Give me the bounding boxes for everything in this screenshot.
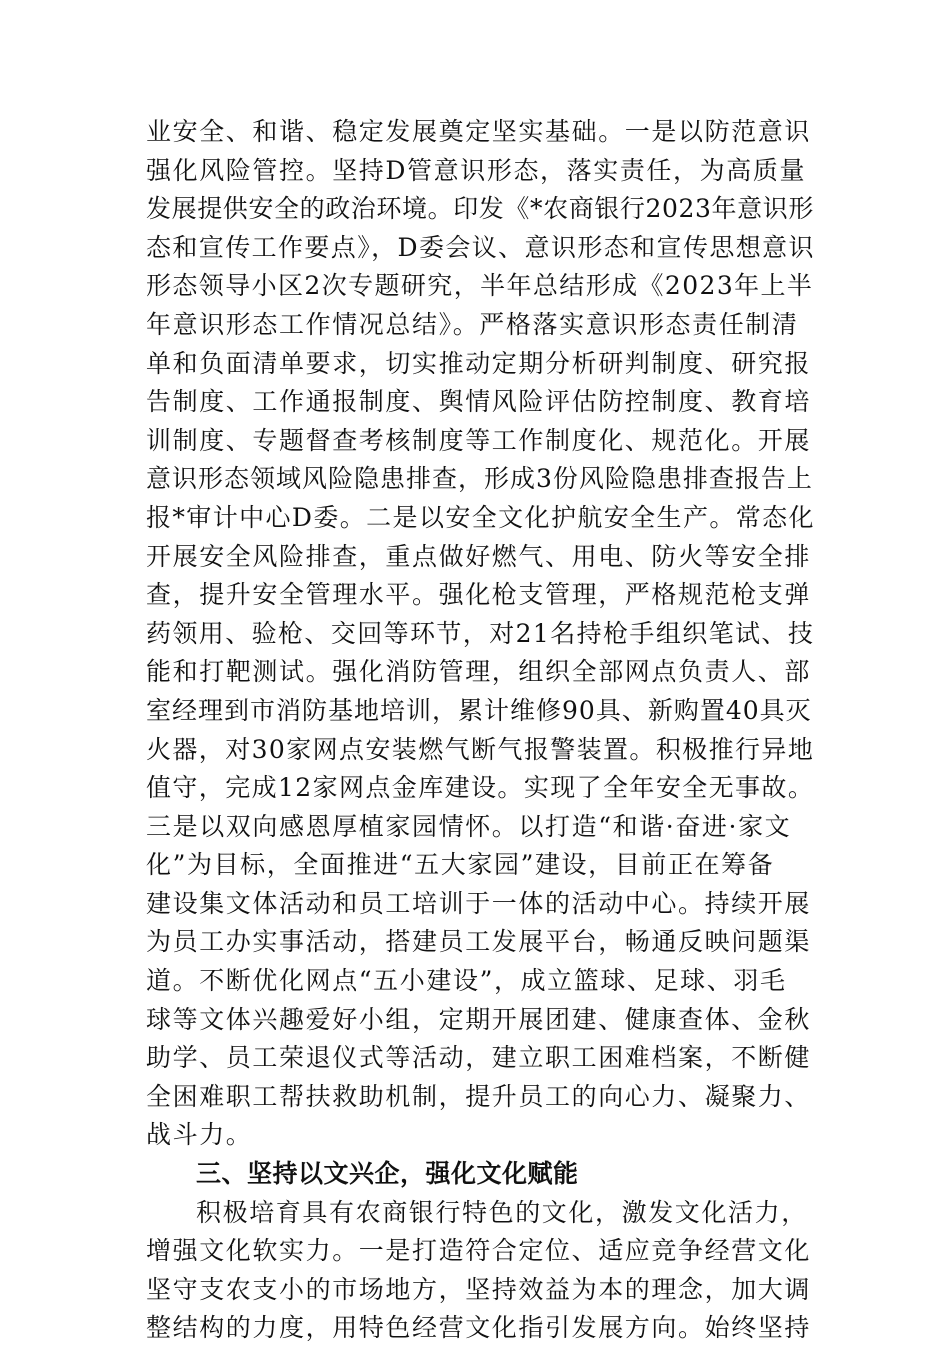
paragraph-line: 火器，对30家网点安装燃气断气报警装置。积极推行异地	[146, 734, 815, 764]
paragraph-line: 意识形态领域风险隐患排查，形成3份风险隐患排查报告上	[146, 464, 813, 494]
paragraph-line: 药领用、验枪、交回等环节，对21名持枪手组织笔试、技	[146, 618, 815, 648]
paragraph-line: 告制度、工作通报制度、舆情风险评估防控制度、教育培	[146, 387, 812, 417]
paragraph-line: 战斗力。	[146, 1120, 253, 1150]
paragraph-line: 形态领导小区2次专题研究，半年总结形成《2023年上半	[146, 271, 814, 301]
paragraph-line: 助学、员工荣退仪式等活动，建立职工困难档案，不断健	[146, 1043, 812, 1073]
section-heading: 三、坚持以文兴企，强化文化赋能	[196, 1159, 579, 1189]
paragraph-line: 报*审计中心D委。二是以安全文化护航安全生产。常态化	[146, 502, 815, 532]
paragraph-line: 值守，完成12家网点金库建设。实现了全年安全无事故。	[146, 773, 815, 803]
paragraph-line: 化”为目标，全面推进“五大家园”建设，目前正在筹备	[146, 850, 775, 880]
paragraph-line: 积极培育具有农商银行特色的文化，激发文化活力，	[196, 1197, 808, 1227]
paragraph-line: 查，提升安全管理水平。强化枪支管理，严格规范枪支弹	[146, 580, 812, 610]
paragraph-line: 道。不断优化网点“五小建设”，成立篮球、足球、羽毛	[146, 966, 787, 996]
paragraph-line: 开展安全风险排查，重点做好燃气、用电、防火等安全排	[146, 541, 812, 571]
paragraph-line: 态和宣传工作要点》，D委会议、意识形态和宣传思想意识	[146, 232, 815, 262]
paragraph-line: 业安全、和谐、稳定发展奠定坚实基础。一是以防范意识	[146, 117, 812, 146]
paragraph-line: 全困难职工帮扶救助机制，提升员工的向心力、凝聚力、	[146, 1081, 812, 1111]
paragraph-line: 强化风险管控。坚持D管意识形态，落实责任，为高质量	[146, 155, 807, 185]
paragraph-line: 建设集文体活动和员工培训于一体的活动中心。持续开展	[146, 888, 812, 918]
paragraph-line: 坚守支农支小的市场地方，坚持效益为本的理念，加大调	[146, 1274, 812, 1304]
paragraph-line: 能和打靶测试。强化消防管理，组织全部网点负责人、部	[146, 657, 812, 687]
paragraph-line: 球等文体兴趣爱好小组，定期开展团建、健康查体、金秋	[146, 1004, 812, 1034]
paragraph-line: 增强文化软实力。一是打造符合定位、适应竞争经营文化	[146, 1236, 812, 1266]
paragraph-line: 整结构的力度，用特色经营文化指引发展方向。始终坚持	[146, 1313, 812, 1343]
document-body	[146, 113, 816, 1348]
paragraph-line: 年意识形态工作情况总结》。严格落实意识形态责任制清	[146, 309, 799, 339]
paragraph-line: 室经理到市消防基地培训，累计维修90具、新购置40具灭	[146, 695, 812, 725]
paragraph-line: 为员工办实事活动，搭建员工发展平台，畅通反映问题渠	[146, 927, 812, 957]
paragraph-line: 三是以双向感恩厚植家园情怀。以打造“和谐·奋进·家文	[146, 811, 792, 841]
paragraph-line: 训制度、专题督查考核制度等工作制度化、规范化。开展	[146, 425, 812, 455]
paragraph-line: 单和负面清单要求，切实推动定期分析研判制度、研究报	[146, 348, 812, 378]
paragraph-line: 发展提供安全的政治环境。印发《*农商银行2023年意识形	[146, 194, 814, 224]
